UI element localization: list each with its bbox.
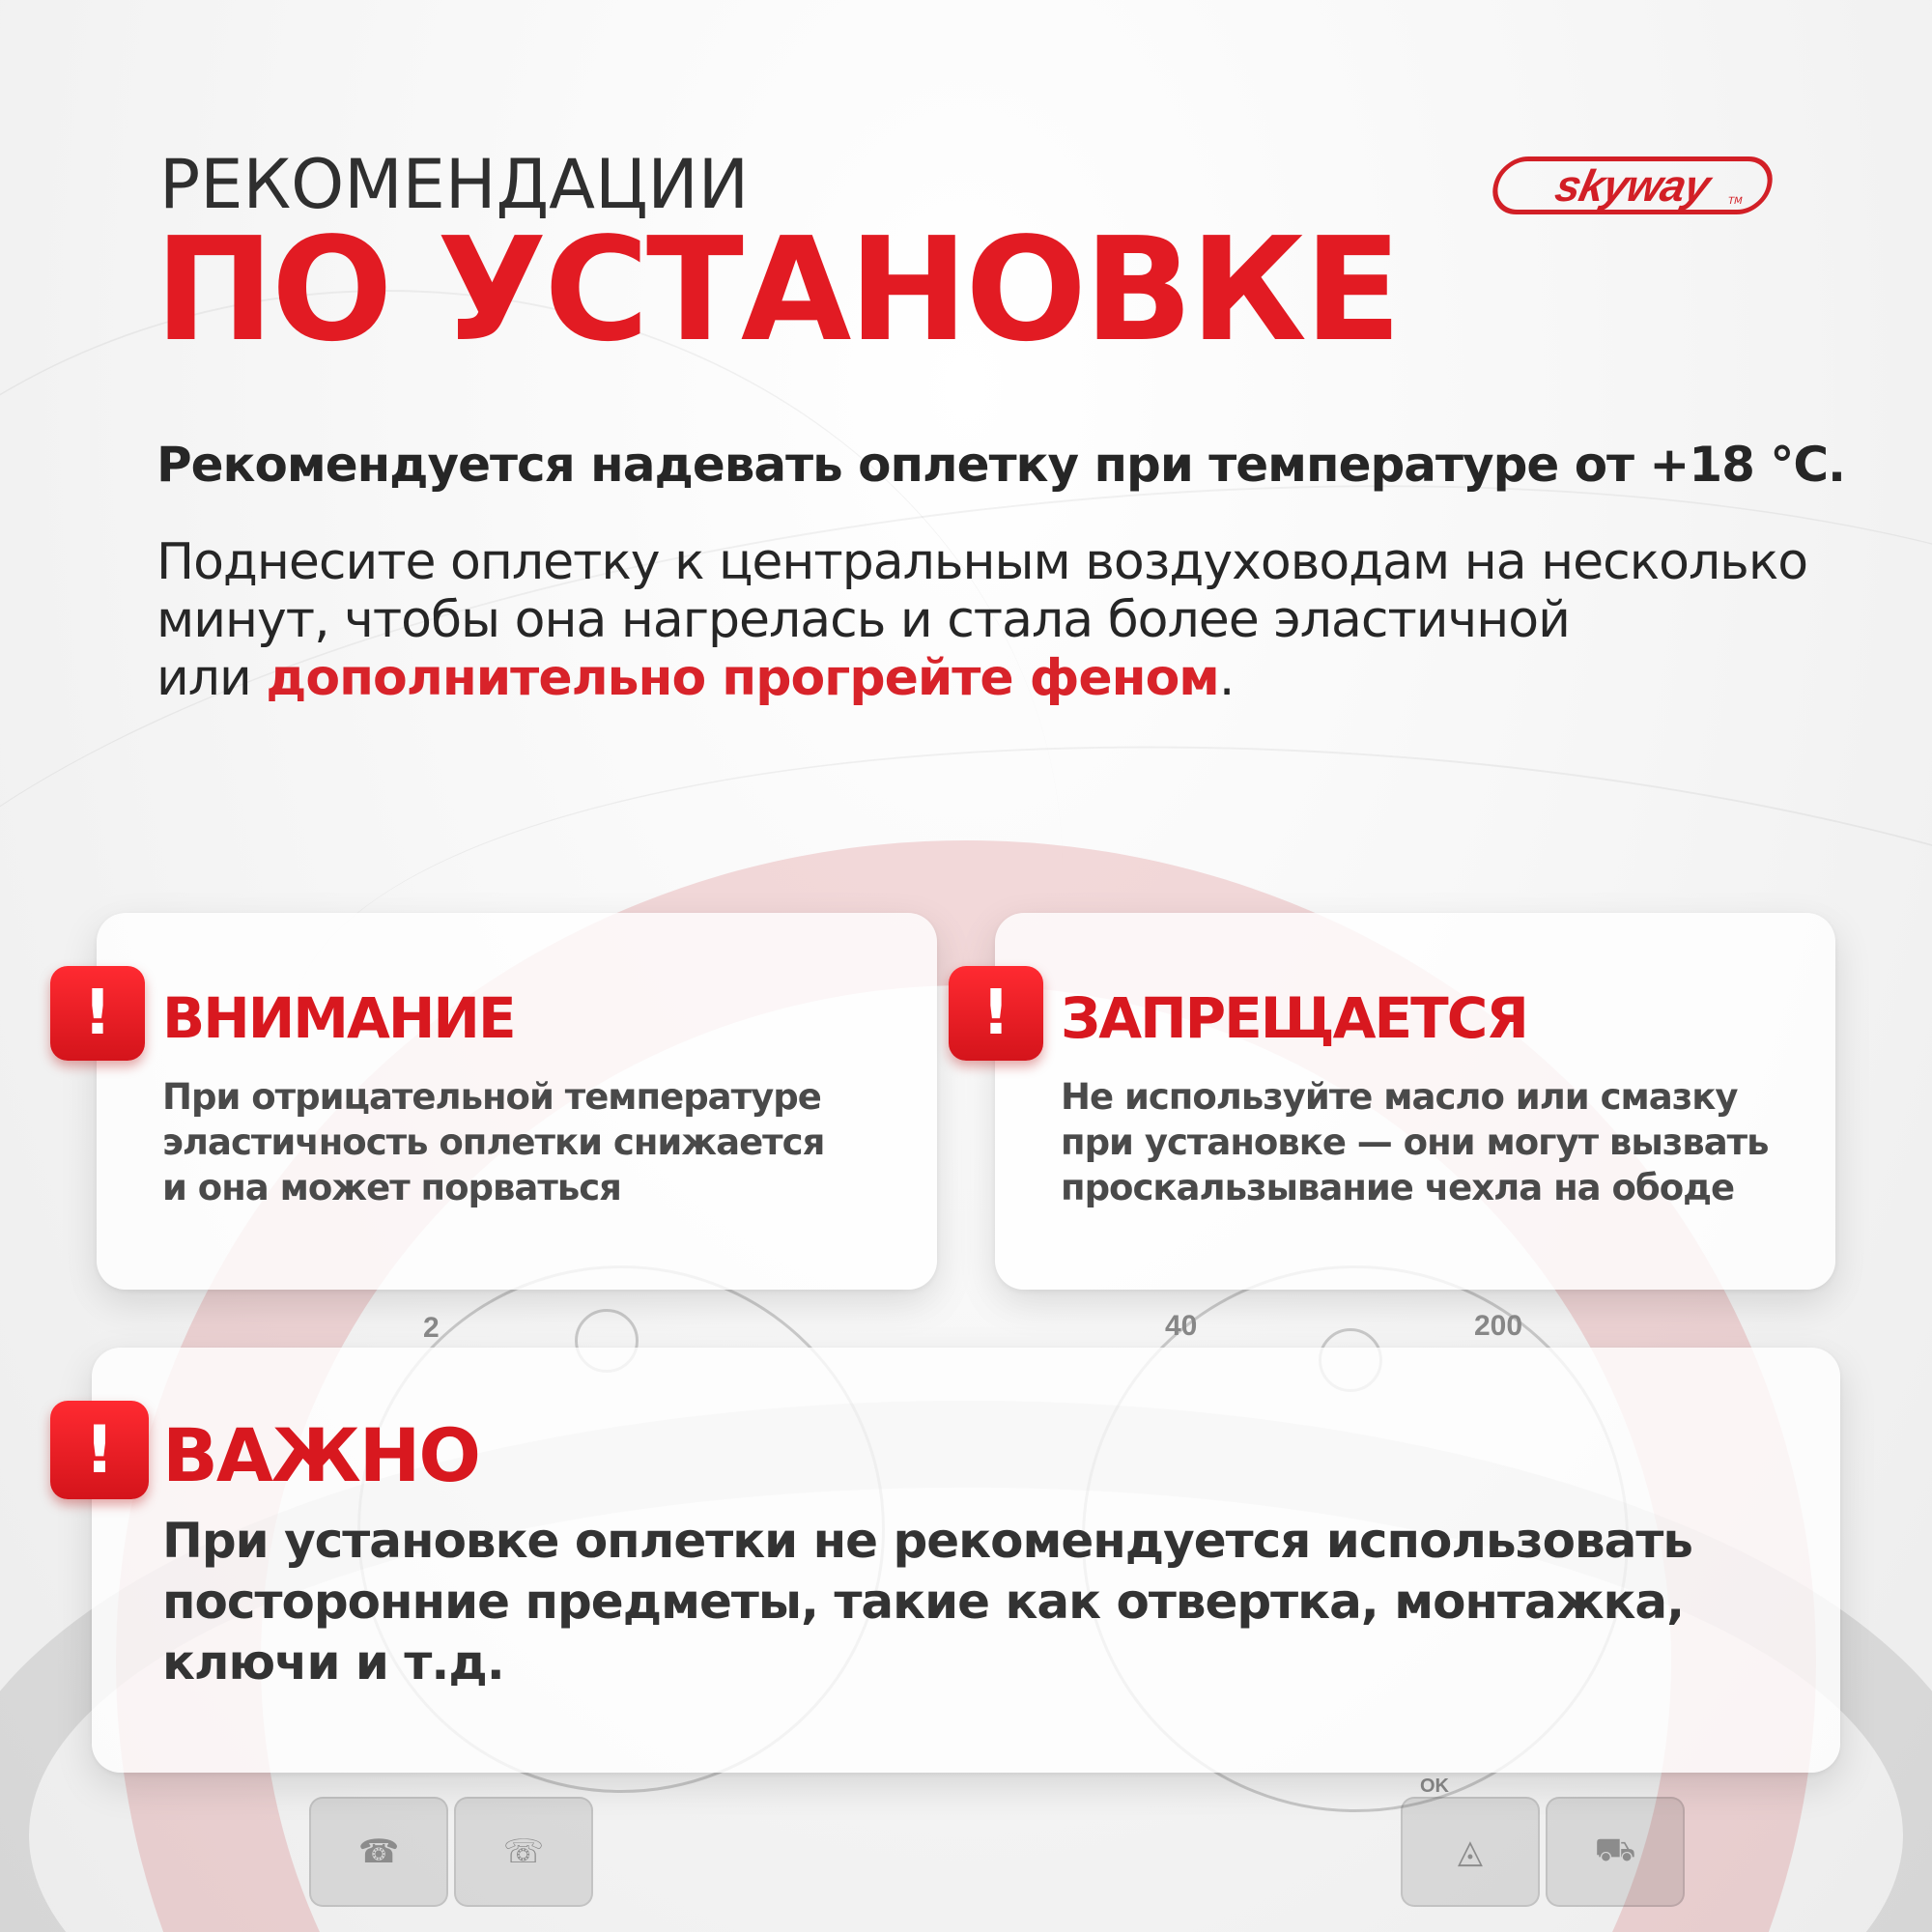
forbidden-line: Не используйте масло или смазку <box>1061 1076 1738 1118</box>
forbidden-title: ЗАПРЕЩАЕТСЯ <box>1061 985 1527 1051</box>
attention-line: При отрицательной температуре <box>162 1076 821 1118</box>
exclamation-icon: ! <box>50 966 145 1061</box>
phone-button: ☎ <box>309 1797 448 1907</box>
cruise-button: ◬ <box>1401 1797 1540 1907</box>
lane-button: ⛟ <box>1546 1797 1685 1907</box>
logo-text: skyway <box>1550 160 1715 211</box>
temperature-recommendation: Рекомендуется надевать оплетку при температуре от +18 °C. <box>156 437 1846 493</box>
important-line: ключи и т.д. <box>162 1634 504 1690</box>
ok-label: OK <box>1420 1776 1449 1797</box>
forbidden-line: при установке — они могут вызвать <box>1061 1122 1769 1163</box>
title-line1: РЕКОМЕНДАЦИИ <box>159 145 750 224</box>
forbidden-line: проскальзывание чехла на ободе <box>1061 1167 1735 1208</box>
skyway-logo <box>1488 156 1778 214</box>
exclamation-icon: ! <box>50 1401 149 1499</box>
hair-dryer-highlight: дополнительно прогрейте феном <box>266 649 1219 707</box>
important-line: При установке оплетки не рекомендуется использовать <box>162 1513 1692 1569</box>
attention-title: ВНИМАНИЕ <box>162 985 515 1051</box>
logo-tm: TM <box>1726 196 1744 207</box>
gauge-label: 40 <box>1165 1310 1198 1342</box>
forbidden-text <box>1061 1074 1824 1210</box>
attention-line: эластичность оплетки снижается <box>162 1122 825 1163</box>
paragraph-suffix: . <box>1218 649 1235 707</box>
gauge-label: 200 <box>1474 1310 1523 1342</box>
gauge-label: 2 <box>423 1312 440 1344</box>
important-text <box>162 1511 1824 1693</box>
paragraph-line-last <box>156 649 1818 707</box>
important-line: посторонние предметы, такие как отвертка, монтажка, <box>162 1574 1685 1630</box>
paragraph-line: минут, чтобы она нагрелась и стала более эластичной <box>156 591 1570 649</box>
title-line2: ПО УСТАНОВКЕ <box>155 207 1399 373</box>
warm-up-instruction <box>156 533 1818 707</box>
exclamation-icon: ! <box>949 966 1043 1061</box>
hangup-button: ☏ <box>454 1797 593 1907</box>
attention-text <box>162 1074 896 1210</box>
paragraph-prefix: или <box>156 649 267 707</box>
attention-line: и она может порваться <box>162 1167 621 1208</box>
important-title: ВАЖНО <box>162 1412 479 1498</box>
paragraph-line: Поднесите оплетку к центральным воздуховодам на несколько <box>156 533 1808 591</box>
